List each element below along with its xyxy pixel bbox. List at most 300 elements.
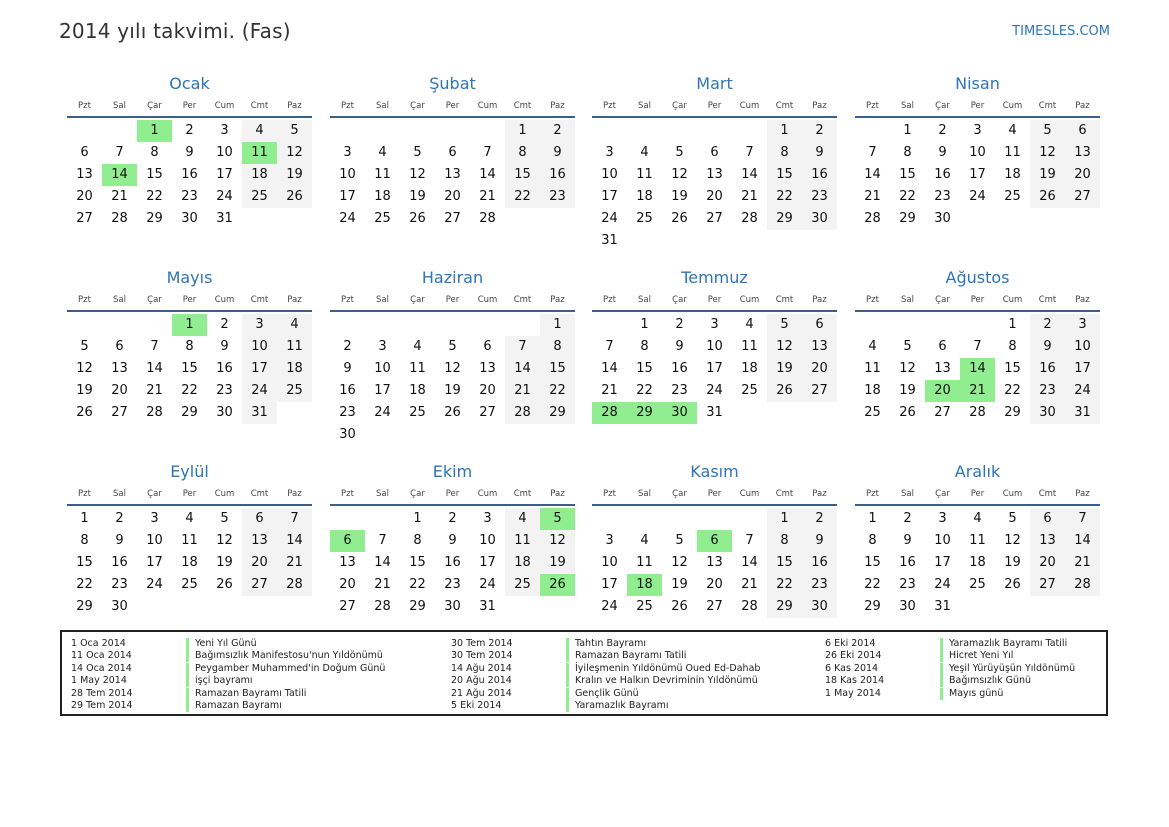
weekday-label: Paz — [812, 294, 827, 305]
weekday-label: Cmt — [513, 294, 532, 305]
empty-day-cell — [890, 314, 925, 336]
month-7 — [592, 267, 837, 424]
week-row — [67, 314, 312, 336]
holiday-day-cell: 14 — [960, 358, 995, 380]
month-name: Temmuz — [681, 268, 748, 287]
day-cell: 10 — [1065, 336, 1100, 358]
day-cell: 1 — [767, 120, 802, 142]
day-cell: 12 — [671, 555, 688, 570]
week-row — [67, 530, 312, 552]
weekday-label: Pzt — [866, 294, 879, 305]
day-cell: 27 — [479, 405, 496, 420]
day-cell: 5 — [675, 145, 684, 160]
empty-day-cell — [540, 208, 575, 230]
day-cell: 20 — [242, 552, 277, 574]
empty-day-cell — [207, 596, 242, 618]
day-cell: 14 — [864, 167, 881, 182]
empty-day-cell — [137, 314, 172, 336]
day-cell: 24 — [216, 189, 233, 204]
day-cell: 5 — [1030, 120, 1065, 142]
day-cell: 19 — [899, 383, 916, 398]
empty-day-cell — [277, 596, 312, 618]
day-cell: 23 — [111, 577, 128, 592]
day-cell: 11 — [277, 336, 312, 358]
day-cell: 21 — [1065, 552, 1100, 574]
week-row — [330, 358, 575, 380]
empty-day-cell — [470, 424, 505, 446]
day-cell: 7 — [115, 145, 124, 160]
day-cell: 29 — [540, 402, 575, 424]
month-name: Ağustos — [945, 268, 1010, 287]
legend-item — [62, 663, 385, 675]
legend-item — [442, 700, 760, 712]
weekday-label: Sal — [376, 294, 389, 305]
weekday-label: Cmt — [1038, 488, 1057, 499]
day-cell: 13 — [242, 530, 277, 552]
month-name: Kasım — [690, 462, 739, 481]
day-cell: 2 — [220, 317, 229, 332]
weekday-header — [330, 289, 575, 310]
day-cell: 27 — [1065, 186, 1100, 208]
day-cell: 19 — [277, 164, 312, 186]
day-cell: 12 — [767, 336, 802, 358]
day-cell: 26 — [277, 186, 312, 208]
day-cell: 24 — [1065, 380, 1100, 402]
day-cell: 20 — [339, 577, 356, 592]
day-cell: 17 — [934, 555, 951, 570]
weekday-label: Pzt — [603, 488, 616, 499]
day-cell: 23 — [1030, 380, 1065, 402]
day-cell: 16 — [339, 383, 356, 398]
day-cell: 18 — [181, 555, 198, 570]
day-cell: 26 — [671, 599, 688, 614]
holiday-day-cell: 1 — [137, 120, 172, 142]
empty-day-cell — [662, 230, 697, 252]
day-cell: 18 — [242, 164, 277, 186]
week-row — [67, 596, 312, 618]
empty-day-cell — [330, 508, 365, 530]
holiday-name: Ramazan Bayramı — [195, 699, 282, 711]
day-cell: 17 — [601, 577, 618, 592]
empty-day-cell — [67, 120, 102, 142]
legend-item — [62, 700, 385, 712]
day-cell: 13 — [706, 555, 723, 570]
day-cell: 9 — [802, 142, 837, 164]
day-cell: 25 — [181, 577, 198, 592]
holiday-date: 1 May 2014 — [71, 675, 127, 687]
month-divider — [330, 504, 575, 506]
holiday-date: 6 Eki 2014 — [825, 638, 876, 649]
weekday-header — [855, 95, 1100, 116]
holiday-marker — [186, 688, 189, 700]
day-cell: 12 — [76, 361, 93, 376]
day-cell: 15 — [409, 555, 426, 570]
weekday-label: Çar — [672, 294, 687, 305]
weekday-label: Çar — [672, 488, 687, 499]
legend-item — [442, 675, 760, 687]
day-cell: 24 — [242, 380, 277, 402]
week-row — [592, 530, 837, 552]
holiday-marker — [940, 638, 943, 650]
day-cell: 1 — [505, 120, 540, 142]
empty-day-cell — [767, 230, 802, 252]
holiday-marker — [186, 675, 189, 687]
day-cell: 23 — [444, 577, 461, 592]
week-row — [67, 186, 312, 208]
day-cell: 8 — [150, 145, 159, 160]
empty-day-cell — [435, 314, 470, 336]
week-row — [592, 596, 837, 618]
empty-day-cell — [365, 424, 400, 446]
month-divider — [67, 116, 312, 118]
day-cell: 16 — [111, 555, 128, 570]
day-cell: 24 — [479, 577, 496, 592]
week-row — [592, 230, 837, 252]
day-grid — [330, 314, 575, 446]
day-cell: 10 — [339, 167, 356, 182]
weekday-label: Cmt — [775, 294, 794, 305]
empty-day-cell — [802, 402, 837, 424]
day-cell: 22 — [76, 577, 93, 592]
day-cell: 18 — [1004, 167, 1021, 182]
weekday-label: Pzt — [78, 294, 91, 305]
day-cell: 5 — [277, 120, 312, 142]
week-row — [855, 530, 1100, 552]
day-cell: 17 — [339, 189, 356, 204]
day-cell: 7 — [277, 508, 312, 530]
weekday-label: Sal — [113, 488, 126, 499]
empty-day-cell — [995, 208, 1030, 230]
week-row — [67, 508, 312, 530]
holiday-date: 29 Tem 2014 — [71, 699, 133, 711]
week-row — [592, 164, 837, 186]
holiday-marker — [566, 638, 569, 650]
day-cell: 23 — [934, 189, 951, 204]
month-12 — [855, 461, 1100, 618]
day-cell: 14 — [277, 530, 312, 552]
empty-day-cell — [330, 314, 365, 336]
day-cell: 4 — [1008, 123, 1017, 138]
holiday-name: Hicret Yeni Yıl — [949, 650, 1014, 662]
day-cell: 7 — [745, 145, 754, 160]
week-row — [330, 508, 575, 530]
day-cell: 31 — [242, 402, 277, 424]
weekday-label: Sal — [113, 100, 126, 111]
month-6 — [330, 267, 575, 446]
day-cell: 11 — [374, 167, 391, 182]
month-divider — [592, 116, 837, 118]
day-cell: 4 — [745, 317, 754, 332]
weekday-label: Çar — [672, 100, 687, 111]
day-cell: 11 — [636, 555, 653, 570]
month-1 — [67, 73, 312, 230]
weekday-label: Paz — [1075, 294, 1090, 305]
day-cell: 30 — [181, 211, 198, 226]
day-cell: 9 — [903, 533, 912, 548]
day-cell: 31 — [479, 599, 496, 614]
day-cell: 24 — [374, 405, 391, 420]
weekday-label: Per — [707, 100, 722, 111]
day-cell: 1 — [540, 314, 575, 336]
month-11 — [592, 461, 837, 618]
empty-day-cell — [995, 596, 1030, 618]
month-4 — [855, 73, 1100, 230]
day-cell: 24 — [934, 577, 951, 592]
weekday-label: Çar — [147, 294, 162, 305]
day-cell: 13 — [444, 167, 461, 182]
day-cell: 17 — [374, 383, 391, 398]
day-cell: 10 — [479, 533, 496, 548]
day-cell: 5 — [1008, 511, 1017, 526]
day-cell: 4 — [868, 339, 877, 354]
month-10 — [330, 461, 575, 618]
day-cell: 3 — [242, 314, 277, 336]
day-cell: 15 — [899, 167, 916, 182]
day-cell: 19 — [671, 577, 688, 592]
day-cell: 7 — [745, 533, 754, 548]
week-row — [855, 208, 1100, 230]
day-cell: 30 — [899, 599, 916, 614]
day-cell: 27 — [1030, 574, 1065, 596]
day-cell: 1 — [413, 511, 422, 526]
weekday-label: Çar — [147, 488, 162, 499]
weekday-label: Sal — [901, 488, 914, 499]
day-cell: 25 — [505, 574, 540, 596]
holiday-date: 18 Kas 2014 — [825, 675, 885, 687]
day-cell: 31 — [706, 405, 723, 420]
day-cell: 13 — [934, 361, 951, 376]
day-cell: 28 — [741, 211, 758, 226]
day-cell: 13 — [706, 167, 723, 182]
weekday-label: Sal — [901, 294, 914, 305]
day-cell: 3 — [150, 511, 159, 526]
day-cell: 13 — [76, 167, 93, 182]
legend-column — [442, 638, 760, 712]
day-cell: 26 — [899, 405, 916, 420]
day-cell: 10 — [934, 533, 951, 548]
month-name: Haziran — [421, 268, 484, 287]
day-cell: 6 — [1065, 120, 1100, 142]
week-row — [330, 186, 575, 208]
day-cell: 9 — [448, 533, 457, 548]
day-cell: 1 — [903, 123, 912, 138]
empty-day-cell — [365, 120, 400, 142]
legend-item — [442, 688, 760, 700]
week-row — [330, 574, 575, 596]
empty-day-cell — [505, 208, 540, 230]
empty-day-cell — [505, 424, 540, 446]
week-row — [592, 142, 837, 164]
day-cell: 3 — [938, 511, 947, 526]
day-cell: 6 — [1030, 508, 1065, 530]
empty-day-cell — [592, 314, 627, 336]
day-cell: 30 — [802, 596, 837, 618]
day-cell: 29 — [1004, 405, 1021, 420]
day-cell: 14 — [601, 361, 618, 376]
day-cell: 8 — [767, 142, 802, 164]
weekday-label: Cmt — [775, 100, 794, 111]
weekday-label: Cmt — [513, 488, 532, 499]
holiday-name: Mayıs günü — [949, 687, 1004, 699]
weekday-header — [592, 483, 837, 504]
day-cell: 11 — [636, 167, 653, 182]
day-cell: 3 — [973, 123, 982, 138]
day-cell: 11 — [181, 533, 198, 548]
weekday-label: Cum — [477, 100, 498, 111]
legend-item — [442, 650, 760, 662]
day-cell: 23 — [802, 186, 837, 208]
holiday-name: İyileşmenin Yıldönümü Oued Ed-Dahab — [575, 662, 761, 674]
day-cell: 21 — [277, 552, 312, 574]
holiday-marker — [940, 650, 943, 662]
legend-item — [442, 663, 760, 675]
empty-day-cell — [400, 424, 435, 446]
day-cell: 22 — [864, 577, 881, 592]
day-cell: 3 — [605, 145, 614, 160]
week-row — [855, 336, 1100, 358]
weekday-header — [592, 95, 837, 116]
day-cell: 18 — [277, 358, 312, 380]
day-cell: 9 — [938, 145, 947, 160]
weekday-label: Sal — [638, 488, 651, 499]
week-row — [592, 186, 837, 208]
day-cell: 3 — [1065, 314, 1100, 336]
empty-day-cell — [662, 120, 697, 142]
weekday-label: Paz — [812, 488, 827, 499]
empty-day-cell — [732, 230, 767, 252]
empty-day-cell — [400, 314, 435, 336]
weekday-label: Cum — [477, 294, 498, 305]
weekday-header — [330, 483, 575, 504]
page-title: 2014 yılı takvimi. (Fas) — [59, 19, 291, 43]
weekday-label: Paz — [1075, 100, 1090, 111]
day-cell: 6 — [80, 145, 89, 160]
week-row — [330, 164, 575, 186]
day-grid — [855, 508, 1100, 618]
holiday-day-cell: 6 — [330, 530, 365, 552]
day-cell: 21 — [505, 380, 540, 402]
day-cell: 13 — [1065, 142, 1100, 164]
weekday-label: Cmt — [775, 488, 794, 499]
day-cell: 16 — [540, 164, 575, 186]
day-cell: 28 — [1065, 574, 1100, 596]
holiday-marker — [940, 675, 943, 687]
day-cell: 2 — [115, 511, 124, 526]
weekday-label: Per — [182, 488, 197, 499]
week-row — [855, 314, 1100, 336]
day-cell: 19 — [1004, 555, 1021, 570]
month-3 — [592, 73, 837, 252]
day-cell: 6 — [710, 145, 719, 160]
day-cell: 1 — [640, 317, 649, 332]
empty-day-cell — [1030, 208, 1065, 230]
day-cell: 3 — [378, 339, 387, 354]
day-cell: 15 — [505, 164, 540, 186]
day-cell: 2 — [185, 123, 194, 138]
day-cell: 4 — [277, 314, 312, 336]
day-cell: 14 — [741, 555, 758, 570]
day-cell: 6 — [483, 339, 492, 354]
day-cell: 16 — [181, 167, 198, 182]
weekday-label: Per — [970, 100, 985, 111]
week-row — [330, 208, 575, 230]
day-cell: 26 — [1004, 577, 1021, 592]
day-cell: 30 — [216, 405, 233, 420]
day-cell: 22 — [767, 574, 802, 596]
day-cell: 6 — [242, 508, 277, 530]
day-cell: 7 — [150, 339, 159, 354]
week-row — [592, 574, 837, 596]
weekday-label: Paz — [1075, 488, 1090, 499]
weekday-label: Pzt — [341, 100, 354, 111]
day-cell: 19 — [540, 552, 575, 574]
day-cell: 13 — [339, 555, 356, 570]
week-row — [67, 336, 312, 358]
day-cell: 16 — [216, 361, 233, 376]
weekday-label: Per — [445, 100, 460, 111]
day-cell: 8 — [1008, 339, 1017, 354]
day-cell: 14 — [146, 361, 163, 376]
day-cell: 23 — [540, 186, 575, 208]
day-cell: 16 — [671, 361, 688, 376]
holiday-name: işçi bayramı — [195, 675, 253, 687]
day-cell: 23 — [181, 189, 198, 204]
day-cell: 28 — [505, 402, 540, 424]
holiday-marker — [940, 663, 943, 675]
day-cell: 31 — [1065, 402, 1100, 424]
week-row — [67, 402, 312, 424]
week-row — [855, 186, 1100, 208]
day-cell: 2 — [903, 511, 912, 526]
weekday-label: Cum — [477, 488, 498, 499]
week-row — [592, 336, 837, 358]
day-cell: 23 — [339, 405, 356, 420]
day-cell: 26 — [671, 211, 688, 226]
holiday-name: Ramazan Bayramı Tatili — [575, 650, 687, 662]
day-cell: 18 — [636, 189, 653, 204]
week-row — [855, 358, 1100, 380]
holiday-day-cell: 30 — [662, 402, 697, 424]
week-row — [330, 552, 575, 574]
holiday-date: 30 Tem 2014 — [451, 638, 513, 649]
empty-day-cell — [767, 402, 802, 424]
day-cell: 28 — [969, 405, 986, 420]
empty-day-cell — [1030, 596, 1065, 618]
day-cell: 21 — [741, 577, 758, 592]
week-row — [67, 164, 312, 186]
holiday-day-cell: 14 — [102, 164, 137, 186]
day-cell: 14 — [479, 167, 496, 182]
holiday-name: Bağımsızlık Günü — [949, 675, 1032, 687]
month-8 — [855, 267, 1100, 424]
weekday-label: Pzt — [78, 488, 91, 499]
holiday-marker — [566, 650, 569, 662]
day-cell: 3 — [483, 511, 492, 526]
weekday-label: Per — [182, 294, 197, 305]
weekday-label: Paz — [287, 294, 302, 305]
day-cell: 17 — [1065, 358, 1100, 380]
site-brand-link[interactable]: TIMESLES.COM — [1012, 24, 1110, 39]
weekday-label: Sal — [901, 100, 914, 111]
day-cell: 4 — [505, 508, 540, 530]
day-cell: 30 — [802, 208, 837, 230]
day-cell: 20 — [802, 358, 837, 380]
month-name: Mayıs — [166, 268, 213, 287]
day-cell: 23 — [216, 383, 233, 398]
day-cell: 21 — [146, 383, 163, 398]
weekday-label: Cum — [1002, 488, 1023, 499]
holiday-day-cell: 1 — [172, 314, 207, 336]
